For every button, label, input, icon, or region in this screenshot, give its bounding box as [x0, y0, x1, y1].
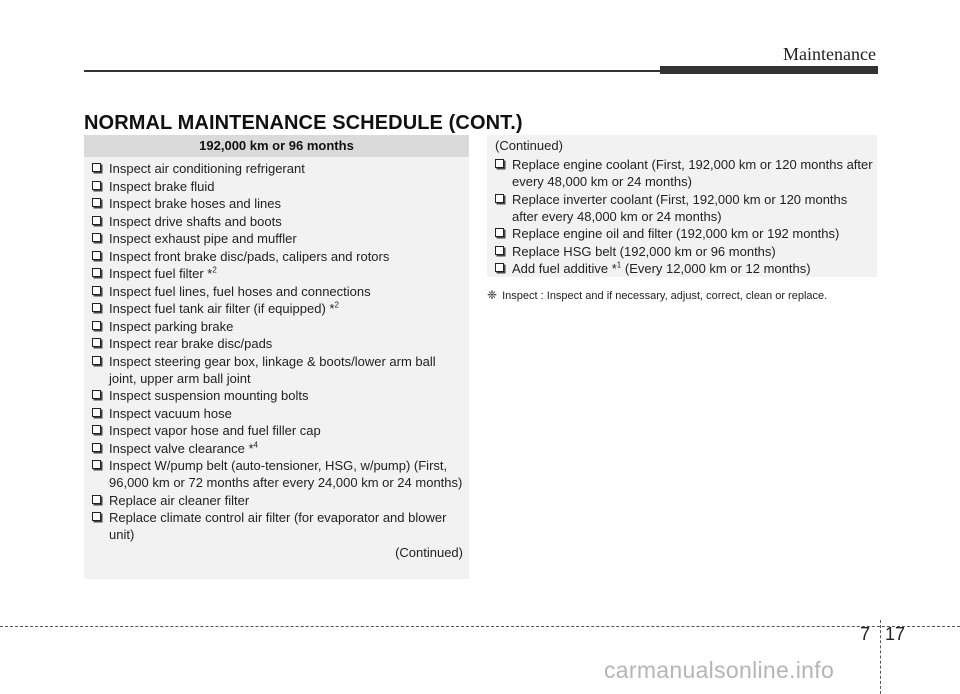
footnote-marker: 2 [334, 300, 339, 310]
checkbox-icon [92, 251, 101, 260]
page-number-value: 17 [885, 624, 906, 644]
continued-label-bottom: (Continued) [395, 545, 463, 560]
left-item [92, 160, 463, 177]
left-item [92, 318, 463, 335]
left-item [92, 492, 463, 509]
watermark: carmanualsonline.info [604, 657, 835, 683]
checkbox-icon [92, 425, 101, 434]
note-asterisk-icon: ❈ [487, 288, 498, 302]
header-rule-thin [84, 70, 660, 72]
left-item-text: Inspect steering gear box, linkage & boots/lower arm ball joint, upper arm ball joint [109, 353, 436, 386]
left-item-text: Replace air cleaner filter [109, 492, 250, 508]
left-item-text: Inspect fuel filter * [109, 266, 213, 281]
left-item [92, 387, 463, 404]
left-item-text: Inspect air conditioning refrigerant [109, 161, 305, 176]
chapter-number: 7 [860, 624, 871, 644]
right-item-text: Replace HSG belt (192,000 km or 96 months) [512, 243, 776, 259]
checkbox-icon [92, 303, 101, 312]
checkbox-icon [92, 268, 101, 277]
checkbox-icon [495, 159, 504, 168]
page-title: NORMAL MAINTENANCE SCHEDULE (CONT.) [84, 112, 523, 134]
page-number-separator [880, 620, 882, 694]
left-item-text: Inspect fuel tank air filter (if equipped) * [109, 301, 335, 316]
left-item-text: Inspect vapor hose and fuel filler cap [109, 423, 321, 438]
right-item-list [495, 156, 873, 277]
checkbox-icon [92, 233, 101, 242]
left-item [92, 440, 463, 457]
right-item [495, 156, 873, 190]
right-item-text: Add fuel additive * [512, 261, 617, 276]
interval-header: 192,000 km or 96 months [84, 135, 469, 157]
checkbox-icon [495, 263, 504, 272]
left-item-text: Inspect vacuum hose [109, 405, 232, 421]
footnote-marker: 2 [212, 265, 217, 275]
left-item [92, 422, 463, 439]
header-rule-thick [660, 66, 878, 74]
right-item [495, 225, 873, 242]
left-item-text: Inspect exhaust pipe and muffler [109, 231, 297, 246]
left-item-text: Inspect parking brake [109, 318, 234, 334]
left-item-text: Inspect valve clearance * [109, 440, 254, 456]
checkbox-icon [92, 408, 101, 417]
footer-dashed-line [0, 626, 960, 627]
left-item-text: Inspect front brake disc/pads, calipers and rotors [109, 248, 390, 264]
checkbox-icon [495, 246, 504, 255]
right-item-text: Replace engine coolant (First, 192,000 km or 120 months after every 48,000 km or 24 months) [512, 157, 873, 189]
checkbox-icon [92, 356, 101, 365]
left-item [92, 283, 463, 300]
checkbox-icon [92, 198, 101, 207]
left-item-list [84, 157, 469, 579]
right-item-text-after: (Every 12,000 km or 12 months) [621, 261, 811, 276]
left-item [92, 335, 463, 352]
left-item [92, 405, 463, 422]
left-item [92, 213, 463, 230]
checkbox-icon [92, 390, 101, 399]
left-item-text: Inspect drive shafts and boots [109, 213, 282, 229]
left-item [92, 248, 463, 265]
checkbox-icon [92, 181, 101, 190]
left-item-text: Inspect fuel lines, fuel hoses and connections [109, 283, 371, 299]
left-item [92, 265, 463, 282]
left-item-text: Replace climate control air filter (for evaporator and blower unit) [109, 510, 447, 542]
left-item [92, 178, 463, 195]
left-item [92, 353, 463, 387]
checkbox-icon [92, 338, 101, 347]
checkbox-icon [92, 321, 101, 330]
left-item [92, 509, 463, 543]
checkbox-icon [92, 286, 101, 295]
left-item [92, 457, 463, 491]
note-text: Inspect : Inspect and if necessary, adjust, correct, clean or replace. [502, 290, 828, 302]
right-item [495, 260, 873, 277]
checkbox-icon [92, 460, 101, 469]
inspect-note [487, 288, 827, 302]
right-item-text: Replace inverter coolant (First, 192,000 km or 120 months after every 48,000 km or 24 months) [512, 191, 848, 224]
right-item [495, 191, 873, 225]
footnote-marker: 4 [253, 440, 258, 450]
section-label: Maintenance [783, 44, 876, 64]
continued-label-top: (Continued) [495, 138, 563, 153]
left-item-text: Inspect W/pump belt (auto-tensioner, HSG, w/pump) (First, 96,000 km or 72 months after every 24,000 km or 24 months) [109, 458, 463, 490]
checkbox-icon [92, 216, 101, 225]
left-schedule-column [84, 135, 469, 579]
checkbox-icon [92, 512, 101, 521]
checkbox-icon [92, 495, 101, 504]
right-item-text: Replace engine oil and filter (192,000 km or 192 months) [512, 226, 840, 241]
checkbox-icon [92, 443, 101, 452]
checkbox-icon [495, 228, 504, 237]
footnote-marker: 1 [616, 260, 622, 270]
left-item-text: Inspect rear brake disc/pads [109, 336, 273, 351]
left-item-text: Inspect suspension mounting bolts [109, 388, 309, 403]
left-item [92, 195, 463, 212]
checkbox-icon [92, 163, 101, 172]
left-item [92, 300, 463, 317]
right-item [495, 243, 873, 260]
left-item-text: Inspect brake hoses and lines [109, 196, 281, 211]
left-item [92, 230, 463, 247]
checkbox-icon [495, 194, 504, 203]
left-item-text: Inspect brake fluid [109, 178, 215, 194]
right-schedule-column [487, 135, 877, 277]
